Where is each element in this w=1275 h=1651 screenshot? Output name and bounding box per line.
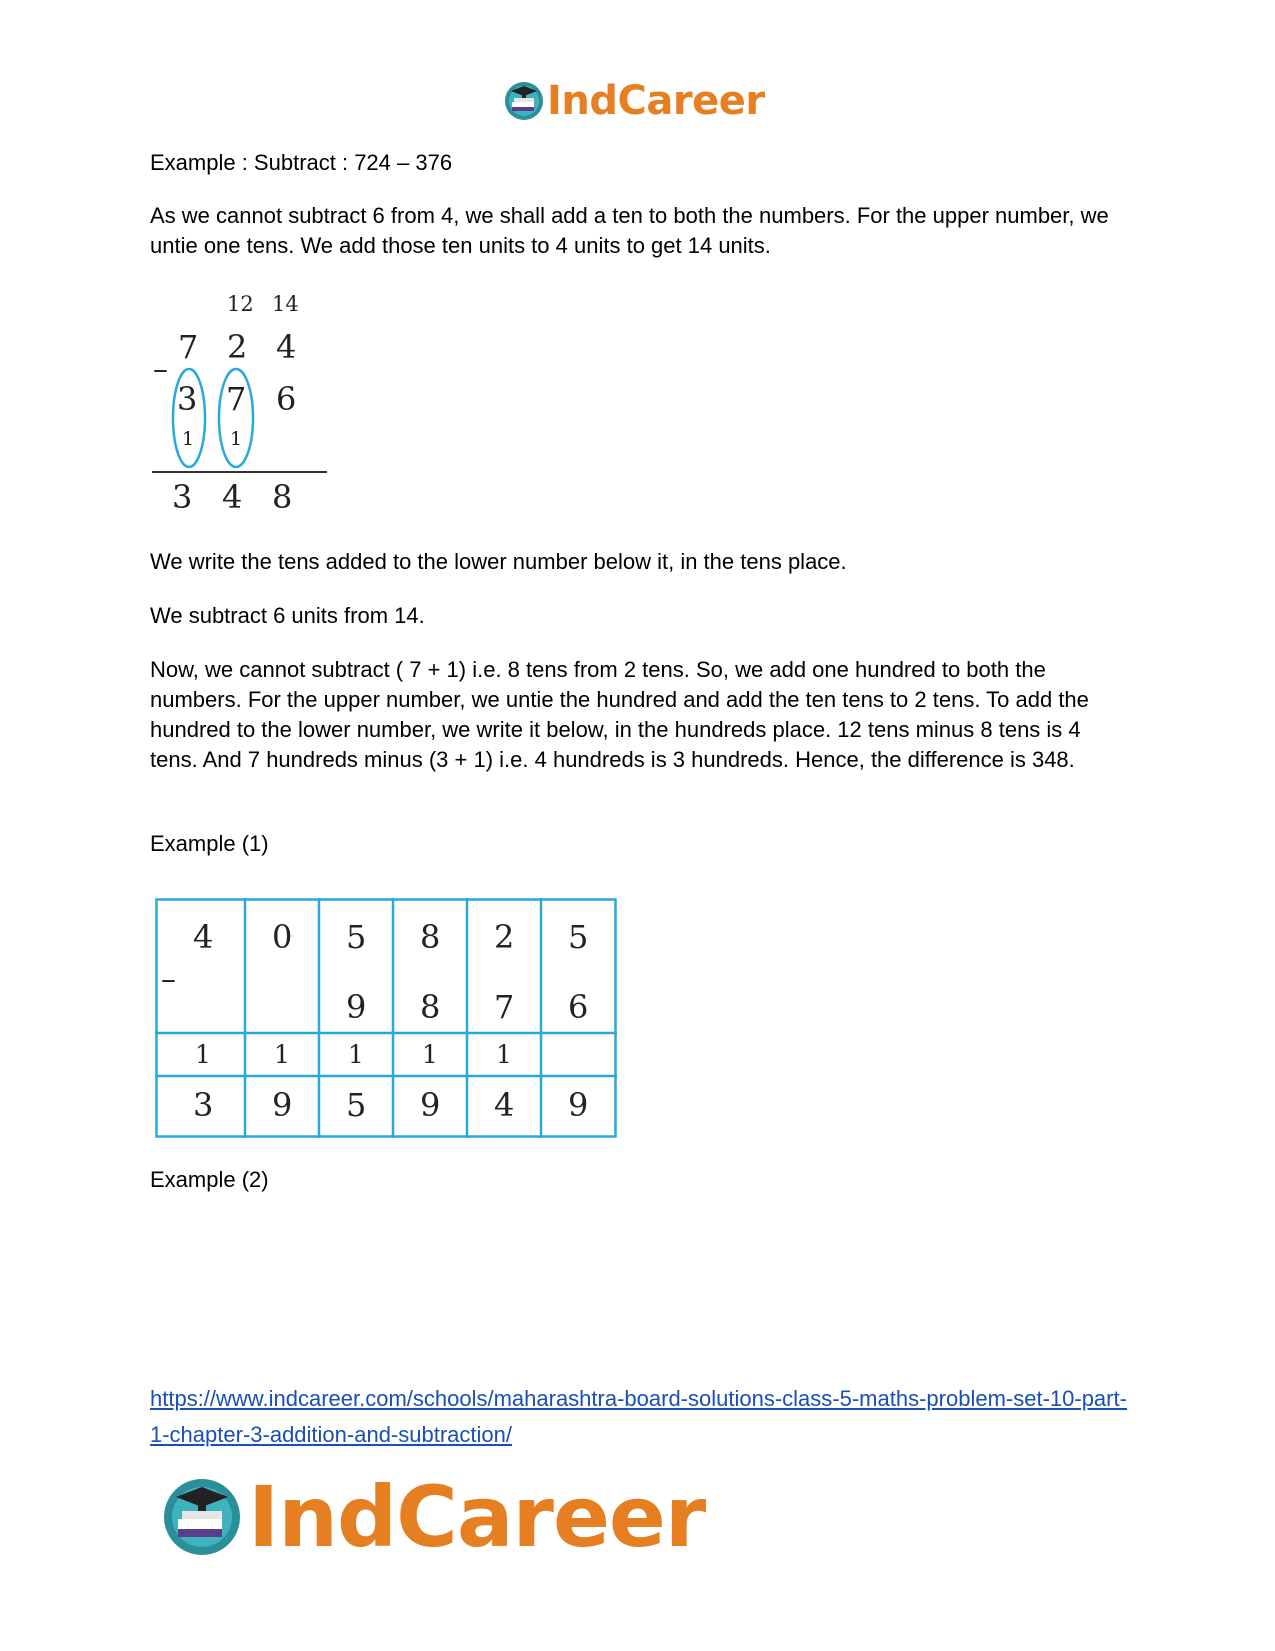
graduation-book-icon (503, 80, 545, 122)
table-borrow-cell: 1 (422, 1040, 438, 1069)
table-result-cell: 9 (272, 1086, 293, 1124)
top-hundreds: 7 (178, 328, 199, 366)
result-hundreds: 3 (172, 478, 193, 516)
table-bottom-cell: 6 (568, 988, 589, 1026)
result-tens: 4 (222, 478, 243, 516)
carry-tens: 12 (227, 292, 254, 316)
example-1-label: Example (1) (150, 831, 269, 856)
table-top-cell: 2 (494, 918, 515, 956)
paragraph-tens-place: We write the tens added to the lower number below it, in the tens place. (150, 549, 847, 574)
table-minus-sign: – (161, 962, 176, 997)
table-result-cell: 4 (494, 1086, 515, 1124)
example-2-label: Example (2) (150, 1167, 269, 1192)
table-bottom-cell: 8 (420, 988, 441, 1026)
indcareer-logo-top (503, 78, 765, 124)
top-tens: 2 (227, 328, 248, 366)
paragraph-intro: As we cannot subtract 6 from 4, we shall add a ten to both the numbers. For the upper number, we untie one tens. We add those ten units to 4 units to get 14 units. (150, 203, 1109, 258)
table-top-cell: 5 (568, 918, 589, 956)
graduation-book-icon (160, 1475, 244, 1559)
logo-text: IndCareer (547, 78, 765, 124)
example-1-table (155, 898, 617, 1138)
table-top-cell: 5 (346, 918, 367, 956)
table-bottom-cell: 9 (346, 988, 367, 1026)
table-borrow-cell: 1 (274, 1040, 290, 1069)
top-units: 4 (276, 328, 297, 366)
result-units: 8 (272, 478, 293, 516)
bottom-tens: 7 (226, 380, 247, 418)
paragraph-explanation: Now, we cannot subtract ( 7 + 1) i.e. 8 tens from 2 tens. So, we add one hundred to both the numbers. For the upper number, we untie the hundred and add the ten tens to 2 tens. To add the hundred to the lower number, we write it below, in the hundreds place. 12 tens minus 8 tens is 4 tens. And 7 hundreds minus (3 + 1) i.e. 4 hundreds is 3 hundreds. Hence, the difference is 348. (150, 657, 1089, 772)
borrow-hundreds: 1 (182, 428, 195, 450)
table-top-cell: 4 (193, 918, 214, 956)
bottom-hundreds: 3 (177, 380, 198, 418)
table-bottom-cell: 7 (494, 988, 515, 1026)
table-borrow-cell: 1 (348, 1040, 364, 1069)
table-grid-lines (155, 898, 617, 1138)
table-result-cell: 5 (346, 1086, 367, 1124)
paragraph-subtract-units: We subtract 6 units from 14. (150, 603, 425, 628)
logo-text: IndCareer (248, 1468, 706, 1566)
result-line (152, 471, 327, 473)
borrow-ovals (150, 360, 330, 480)
carry-units: 14 (272, 292, 299, 316)
table-result-cell: 9 (568, 1086, 589, 1124)
borrow-tens: 1 (230, 428, 243, 450)
source-link[interactable]: https://www.indcareer.com/schools/maharashtra-board-solutions-class-5-maths-problem-set-10-part-1-chapter-3-addition-and-subtraction/ (150, 1386, 1127, 1447)
table-result-cell: 9 (420, 1086, 441, 1124)
table-result-cell: 3 (193, 1086, 214, 1124)
minus-sign: – (153, 352, 168, 387)
table-borrow-cell: 1 (195, 1040, 211, 1069)
example-heading: Example : Subtract : 724 – 376 (150, 150, 453, 175)
indcareer-logo-bottom (160, 1468, 705, 1566)
table-top-cell: 8 (420, 918, 441, 956)
table-top-cell: 0 (272, 918, 293, 956)
bottom-units: 6 (276, 380, 297, 418)
table-borrow-cell: 1 (496, 1040, 512, 1069)
